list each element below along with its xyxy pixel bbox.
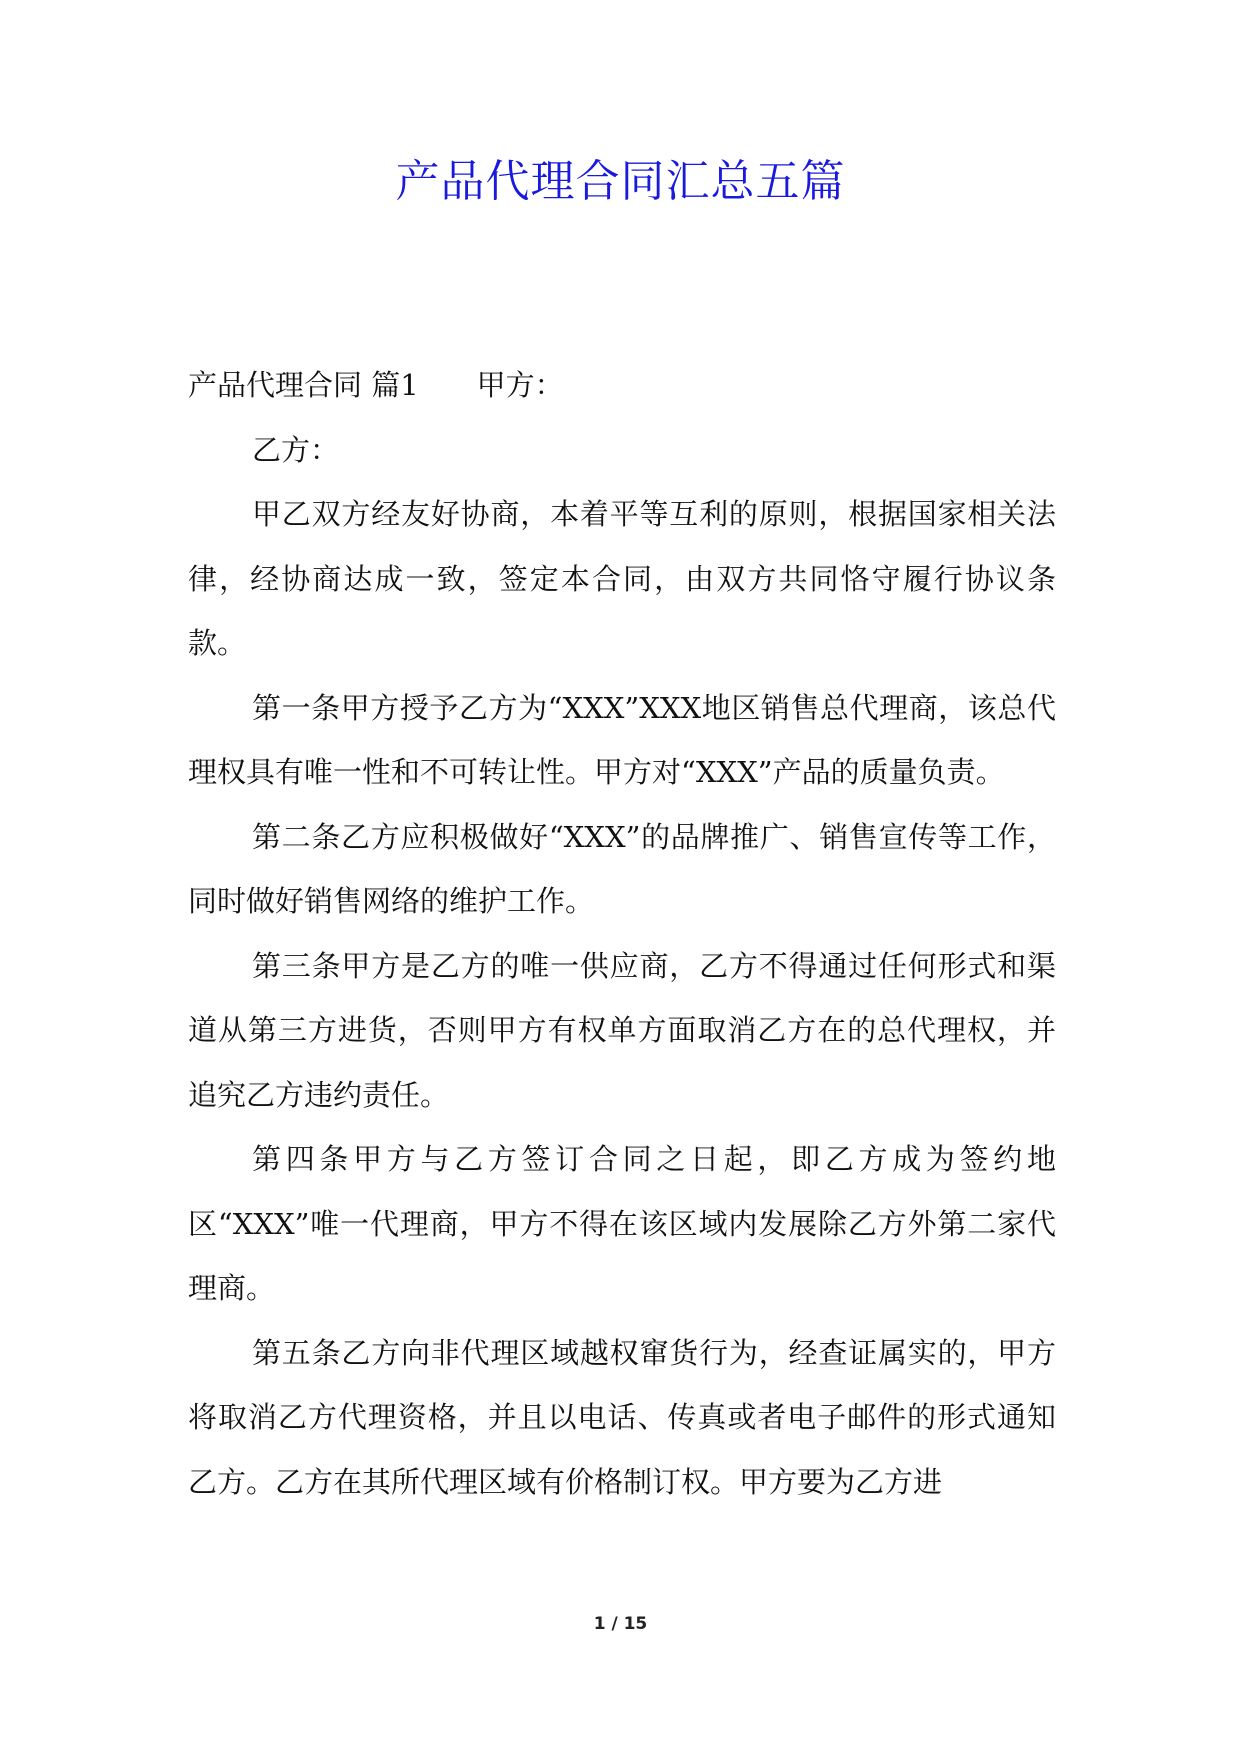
party-b-label: 乙方：	[252, 432, 340, 467]
clause-1-paragraph: 第一条甲方授予乙方为“XXX”XXX地区销售总代理商，该总代理权具有唯一性和不可转让性。甲方对“XXX”产品的质量负责。	[188, 690, 1056, 789]
clause-3-paragraph: 第三条甲方是乙方的唯一供应商，乙方不得通过任何形式和渠道从第三方进货，否则甲方有权单方面取消乙方在的总代理权，并追究乙方违约责任。	[188, 948, 1056, 1112]
document-body	[188, 353, 1056, 1514]
page-number: 1 / 15	[593, 1614, 648, 1634]
clause-4-paragraph: 第四条甲方与乙方签订合同之日起，即乙方成为签约地区“XXX”唯一代理商，甲方不得在该区域内发展除乙方外第二家代理商。	[188, 1142, 1056, 1305]
section-heading: 产品代理合同 篇1	[188, 368, 419, 402]
preamble-paragraph: 甲乙双方经友好协商，本着平等互利的原则，根据国家相关法律，经协商达成一致，签定本合同，由双方共同恪守履行协议条款。	[188, 497, 1056, 660]
clause-2-paragraph: 第二条乙方应积极做好“XXX”的品牌推广、销售宣传等工作，同时做好销售网络的维护工作。	[188, 819, 1056, 918]
section-heading-line	[188, 353, 1056, 418]
document-title: 产品代理合同汇总五篇	[395, 156, 846, 207]
clause-5-paragraph: 第五条乙方向非代理区域越权窜货行为，经查证属实的，甲方将取消乙方代理资格，并且以电话、传真或者电子邮件的形式通知乙方。乙方在其所代理区域有价格制订权。甲方要为乙方进	[188, 1335, 1056, 1499]
party-a-label: 甲方：	[476, 368, 564, 402]
